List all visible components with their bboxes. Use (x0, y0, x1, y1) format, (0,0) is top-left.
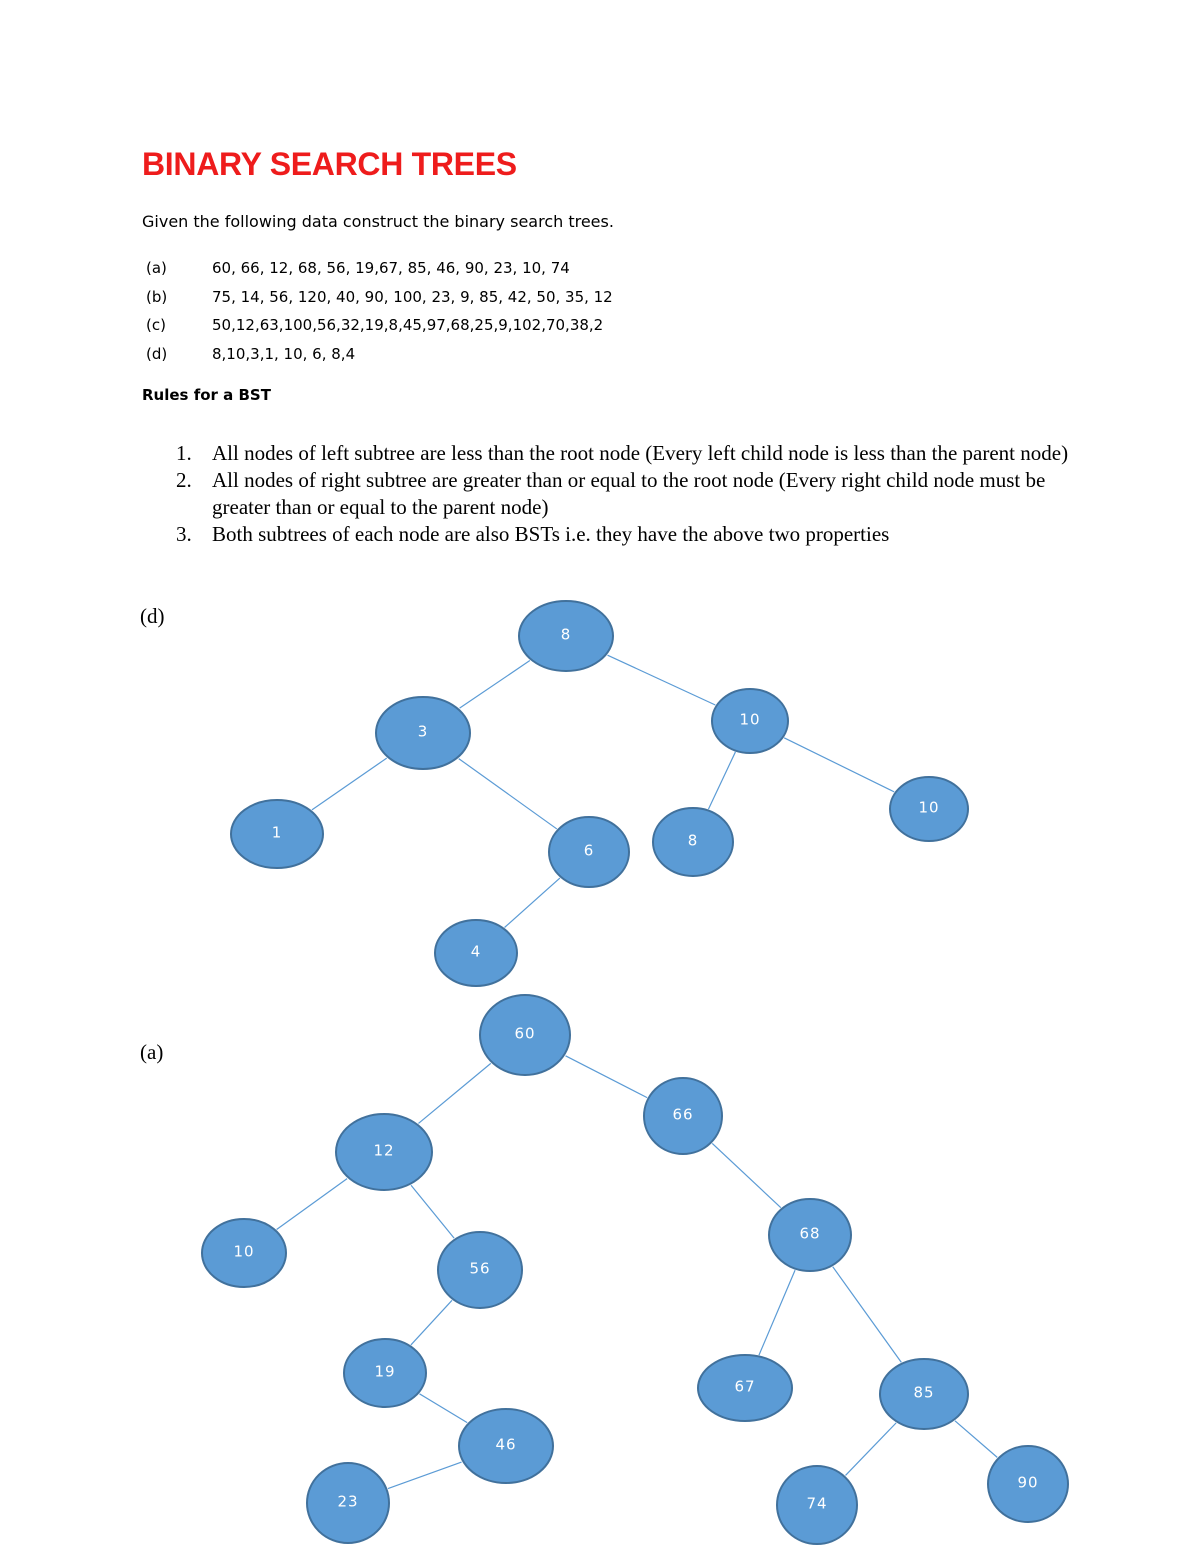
tree-d-label: (d) (140, 604, 165, 628)
tree-edge (608, 655, 716, 705)
rule-text: All nodes of left subtree are less than the root node (Every left child node is less than the parent node) (212, 441, 1069, 465)
tree-edge (708, 752, 735, 809)
tree-node-label: 56 (469, 1259, 491, 1278)
tree-edge (418, 1063, 490, 1123)
tree-edge (759, 1270, 795, 1355)
tree-node (480, 995, 570, 1075)
tree-node-label: 90 (1017, 1473, 1039, 1492)
tree-node-label: 8 (687, 831, 699, 850)
tree-node (459, 1409, 553, 1483)
dataset-values: 8,10,3,1, 10, 6, 8,4 (212, 344, 356, 363)
tree-node-label: 66 (672, 1105, 694, 1124)
tree-edge (955, 1421, 997, 1458)
tree-node-label: 23 (337, 1492, 359, 1511)
tree-node (438, 1232, 522, 1308)
tree-edge (411, 1300, 452, 1345)
page-title: BINARY SEARCH TREES (142, 146, 517, 182)
dataset-label: (a) (146, 259, 167, 277)
rules-heading: Rules for a BST (142, 386, 271, 404)
tree-edge (712, 1143, 781, 1207)
tree-edge (845, 1423, 896, 1476)
tree-node-label: 60 (514, 1024, 536, 1043)
tree-node-label: 74 (806, 1494, 828, 1513)
tree-a-label: (a) (140, 1040, 164, 1064)
tree-node (519, 601, 613, 671)
tree-edge (784, 738, 894, 792)
tree-node (376, 697, 470, 769)
tree-node-label: 68 (799, 1224, 821, 1243)
tree-node (336, 1114, 432, 1190)
tree-node (307, 1463, 389, 1543)
tree-edge (312, 758, 387, 810)
rule-text: Both subtrees of each node are also BSTs i.e. they have the above two properties (212, 522, 890, 546)
nodes-layer (202, 601, 1068, 1544)
rule-number: 1. (176, 441, 192, 465)
tree-node-label: 3 (417, 722, 429, 741)
tree-node-label: 12 (373, 1141, 395, 1160)
rule-number: 2. (176, 468, 192, 492)
tree-node (653, 808, 733, 876)
dataset-label: (b) (146, 287, 168, 306)
tree-node (644, 1078, 722, 1154)
intro-text: Given the following data construct the binary search trees. (142, 212, 614, 231)
tree-edge (460, 661, 530, 709)
tree-node-label: 6 (583, 841, 595, 860)
tree-node-label: 10 (233, 1242, 255, 1261)
tree-edge (411, 1185, 454, 1238)
tree-node (698, 1355, 792, 1421)
tree-node (231, 800, 323, 868)
tree-node-label: 85 (913, 1383, 935, 1402)
tree-edge (459, 759, 557, 829)
tree-node (890, 777, 968, 841)
tree-node (880, 1359, 968, 1429)
tree-edge (833, 1267, 902, 1363)
dataset-values: 60, 66, 12, 68, 56, 19,67, 85, 46, 90, 23, 10, 74 (212, 259, 570, 277)
tree-edge (388, 1462, 462, 1489)
tree-node-label: 46 (495, 1435, 517, 1454)
dataset-label: (c) (146, 316, 166, 334)
tree-node-label: 10 (918, 798, 940, 817)
tree-node (777, 1466, 857, 1544)
tree-edge (419, 1394, 467, 1423)
tree-node-label: 19 (374, 1362, 396, 1381)
tree-edge (505, 878, 560, 927)
tree-node-label: 10 (739, 710, 761, 729)
rule-text: All nodes of right subtree are greater than or equal to the root node (Every right child node must be greater than or equal to the parent node) (212, 468, 1046, 519)
tree-edge (566, 1056, 648, 1098)
tree-node (769, 1199, 851, 1271)
tree-node-label: 67 (734, 1377, 756, 1396)
tree-node-label: 1 (271, 823, 283, 842)
tree-node (712, 689, 788, 753)
tree-node (344, 1339, 426, 1407)
rule-number: 3. (176, 522, 192, 546)
tree-node (549, 817, 629, 887)
tree-node (435, 920, 517, 986)
dataset-values: 75, 14, 56, 120, 40, 90, 100, 23, 9, 85, 42, 50, 35, 12 (212, 287, 613, 306)
dataset-label: (d) (146, 344, 168, 363)
tree-edge (277, 1179, 347, 1230)
tree-node-label: 8 (560, 625, 572, 644)
dataset-values: 50,12,63,100,56,32,19,8,45,97,68,25,9,102,70,38,2 (212, 316, 604, 334)
tree-node-label: 4 (470, 942, 482, 961)
tree-node (202, 1219, 286, 1287)
tree-node (988, 1446, 1068, 1522)
